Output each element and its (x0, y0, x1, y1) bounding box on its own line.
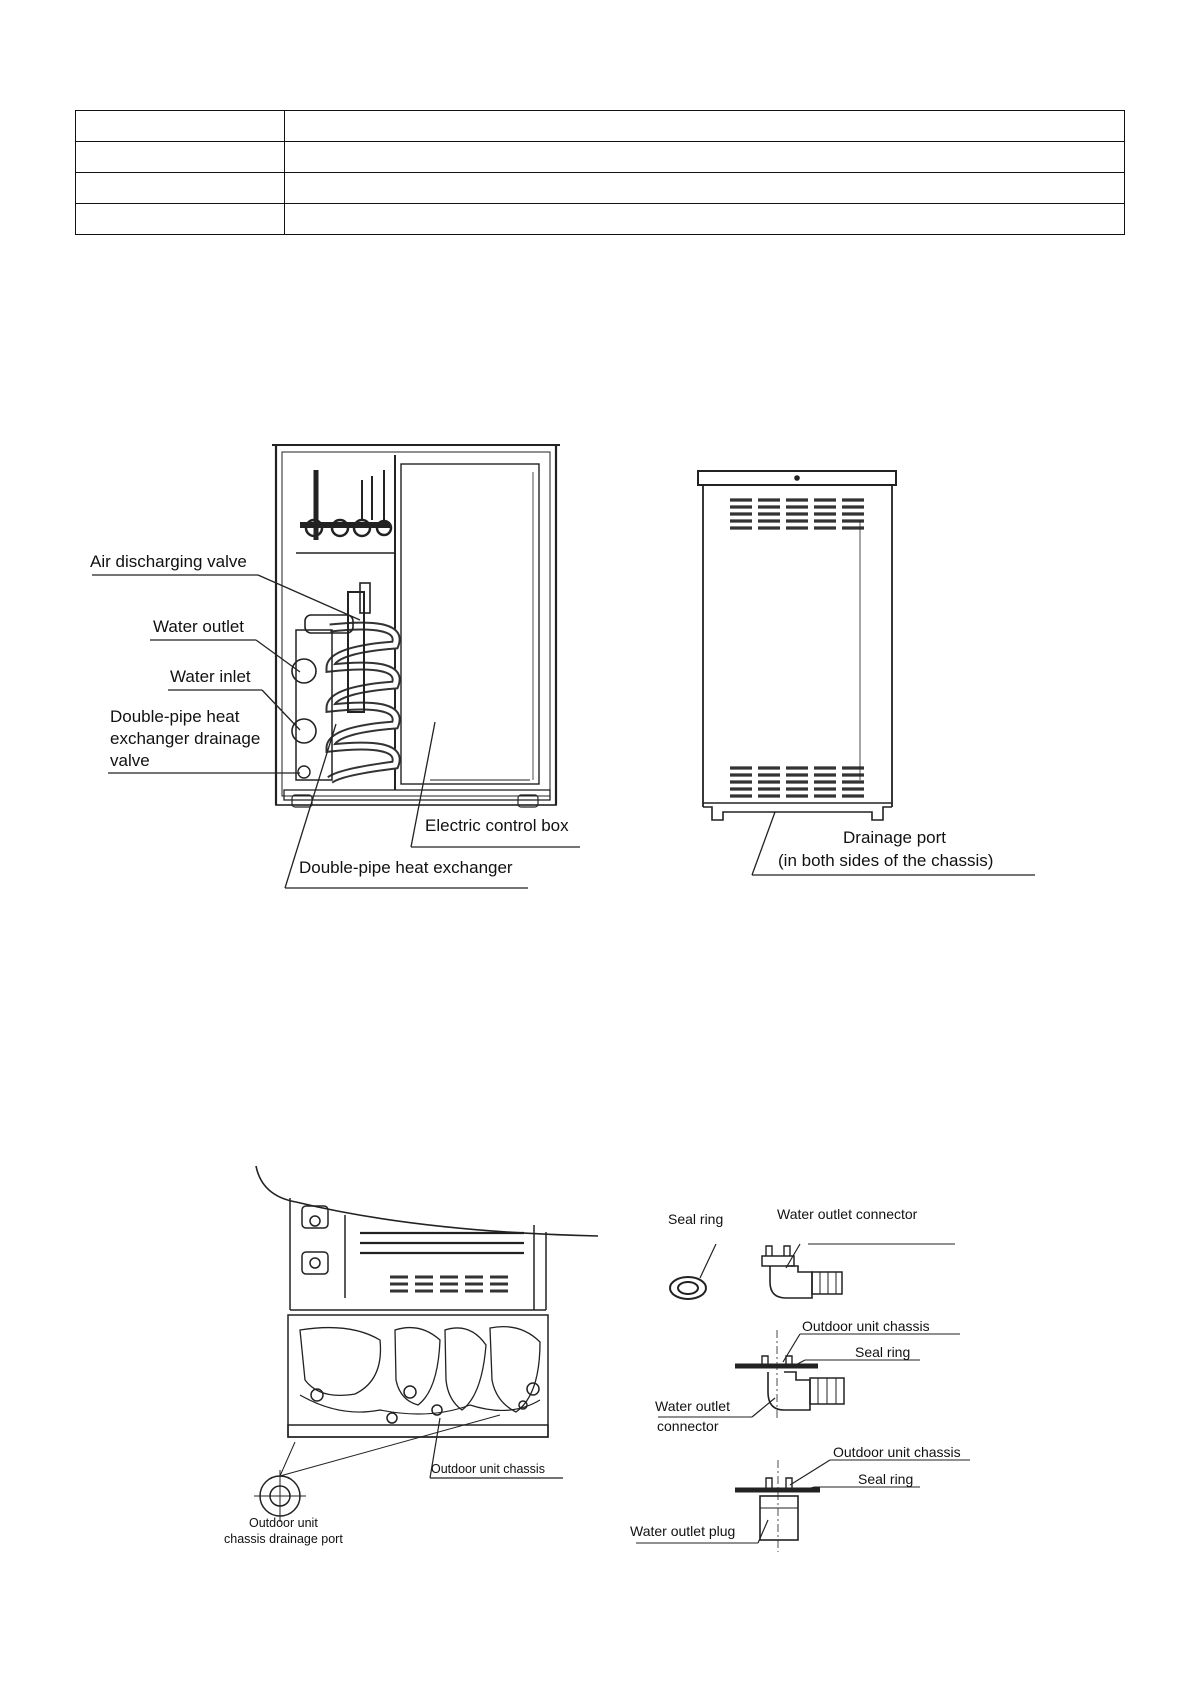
label-air-discharging-valve: Air discharging valve (90, 552, 247, 571)
label-drainage-valve-line2: exchanger drainage (110, 729, 261, 748)
label-drainage-port: Drainage port (843, 828, 947, 847)
chassis-bottom-illustration (254, 1166, 598, 1522)
label-water-outlet-connector-line2: connector (657, 1418, 719, 1434)
label-water-outlet-plug: Water outlet plug (630, 1523, 736, 1539)
label-electric-control-box: Electric control box (425, 816, 569, 835)
label-drainage-valve-line1: Double-pipe heat (110, 707, 240, 726)
label-drainage-valve-line3: valve (110, 751, 150, 770)
label-outdoor-unit-chassis-mid: Outdoor unit chassis (802, 1318, 930, 1334)
label-seal-ring-mid: Seal ring (855, 1344, 911, 1360)
label-chassis-drainage-port-line1: Outdoor unit (249, 1516, 318, 1530)
label-double-pipe-heat-exchanger: Double-pipe heat exchanger (299, 858, 513, 877)
label-water-outlet-connector-top: Water outlet connector (777, 1206, 918, 1222)
label-water-outlet-connector-line1: Water outlet (655, 1398, 730, 1414)
label-drainage-port-note: (in both sides of the chassis) (778, 851, 994, 870)
label-outdoor-unit-chassis-left: Outdoor unit chassis (431, 1462, 545, 1476)
label-seal-ring-top: Seal ring (668, 1211, 724, 1227)
label-seal-ring-bottom: Seal ring (858, 1471, 914, 1487)
label-water-outlet: Water outlet (153, 617, 245, 636)
label-water-inlet: Water inlet (170, 667, 251, 686)
label-chassis-drainage-port-line2: chassis drainage port (224, 1532, 343, 1546)
connector-parts-illustration (670, 1244, 955, 1299)
label-outdoor-unit-chassis-bottom: Outdoor unit chassis (833, 1444, 961, 1460)
